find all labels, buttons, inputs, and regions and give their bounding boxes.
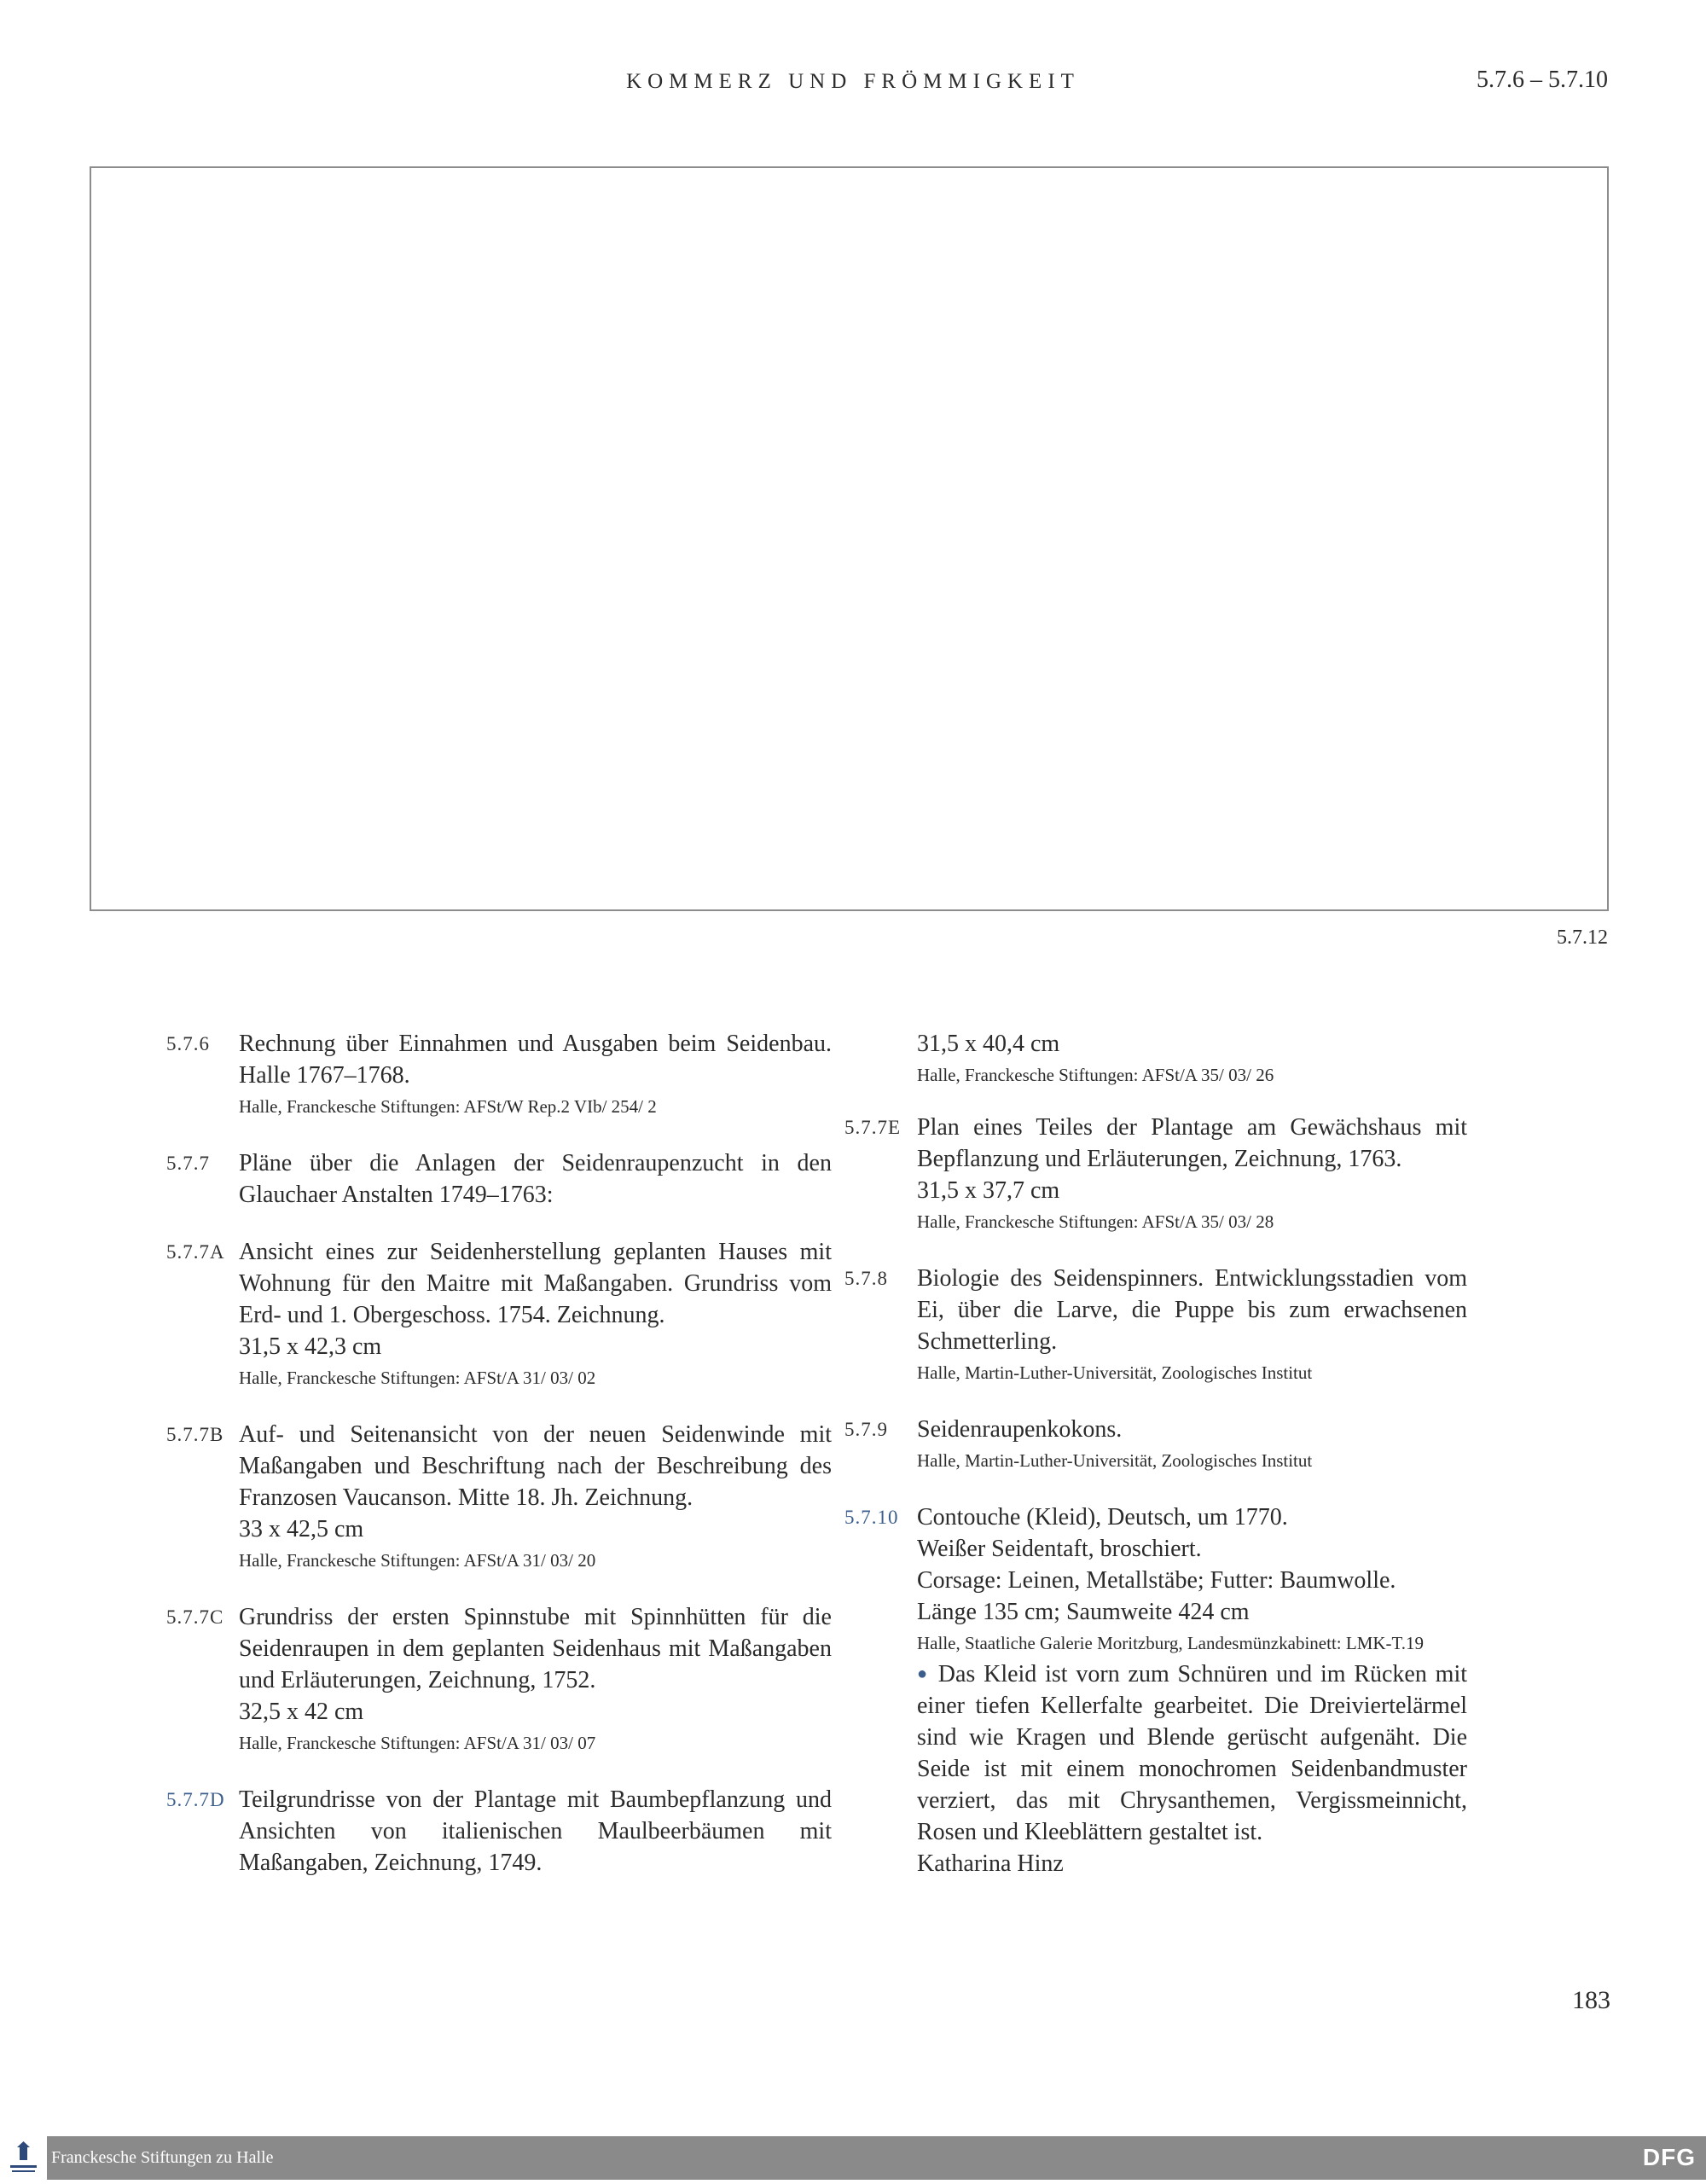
catalog-entry [166, 1784, 832, 1879]
figure-label: 5.7.12 [1557, 926, 1608, 949]
right-column [844, 1028, 1467, 1879]
entry-number: 5.7.7B [166, 1424, 224, 1445]
entry-source: Halle, Franckesche Stiftungen: AFSt/A 35/ 03/ 26 [917, 1065, 1274, 1085]
entry-dimensions: 33 x 42,5 cm [239, 1516, 364, 1542]
catalog-entry [844, 1112, 1467, 1237]
entry-text: Plan eines Teiles der Plantage am Gewächshaus mit Bepflanzung und Erläuterungen, Zeichnung, 1763. [917, 1114, 1467, 1172]
entry-source: Halle, Staatliche Galerie Moritzburg, Landesmünzkabinett: LMK-T.19 [917, 1633, 1425, 1653]
page-range: 5.7.6 – 5.7.10 [1477, 67, 1608, 93]
catalog-entry [166, 1419, 832, 1576]
entry-material: Corsage: Leinen, Metallstäbe; Futter: Baumwolle. [917, 1567, 1396, 1594]
catalog-entry [844, 1263, 1467, 1388]
entry-text: Seidenraupenkokons. [917, 1416, 1123, 1443]
entry-number: 5.7.7E [844, 1117, 902, 1138]
entry-number: 5.7.6 [166, 1033, 210, 1054]
entry-author: Katharina Hinz [917, 1850, 1064, 1877]
catalog-entry [166, 1147, 832, 1211]
entry-dimensions: 32,5 x 42 cm [239, 1699, 364, 1725]
footer-institution: Franckesche Stiftungen zu Halle [51, 2148, 274, 2167]
catalog-entry-continuation [844, 1028, 1467, 1090]
entry-source: Halle, Franckesche Stiftungen: AFSt/A 35/ 03/ 28 [917, 1211, 1274, 1232]
entry-source: Halle, Martin-Luther-Universität, Zoologisches Institut [917, 1450, 1313, 1471]
entry-note [917, 1658, 1467, 1848]
entry-text: Teilgrundrisse von der Plantage mit Baumbepflanzung und Ansichten von italienischen Maulbeerbäumen mit Maßangaben, Zeichnung, 1749. [239, 1786, 832, 1876]
catalog-entry [844, 1502, 1467, 1879]
entry-source: Halle, Franckesche Stiftungen: AFSt/A 31/ 03/ 02 [239, 1368, 596, 1388]
left-column [166, 1028, 832, 1879]
entry-text: Auf- und Seitenansicht von der neuen Seidenwinde mit Maßangaben und Beschriftung nach der Beschreibung des Franzosen Vaucanson. Mitte 18. Jh. Zeichnung. [239, 1421, 832, 1511]
catalog-entry [166, 1028, 832, 1122]
catalog-entry [166, 1236, 832, 1393]
entry-number: 5.7.7A [166, 1241, 225, 1263]
entry-dimensions: Länge 135 cm; Saumweite 424 cm [917, 1599, 1250, 1625]
entry-note-text: Das Kleid ist vorn zum Schnüren und im Rücken mit einer tiefen Kellerfalte gearbeitet. Die Dreiviertelärmel sind wie Kragen und Blende gerüscht aufgenäht. Die Seide ist mit einem monochromen Seidenbandmuster verziert, das mit Chrysanthemen, Vergissmeinnicht, Rosen und Kleeblättern gestaltet ist. [917, 1661, 1468, 1845]
institution-logo-icon [0, 2136, 47, 2180]
entry-text: Rechnung über Einnahmen und Ausgaben beim Seidenbau. Halle 1767–1768. [239, 1031, 832, 1089]
footer-bar [0, 2136, 1706, 2180]
entry-number: 5.7.7 [166, 1153, 210, 1174]
entry-number: 5.7.8 [844, 1268, 888, 1289]
entry-text: Pläne über die Anlagen der Seidenraupenzucht in den Glauchaer Anstalten 1749–1763: [239, 1150, 832, 1208]
entry-number: 5.7.7C [166, 1606, 224, 1628]
entry-dimensions: 31,5 x 40,4 cm [917, 1031, 1060, 1057]
bullet-icon: ● [917, 1664, 930, 1683]
page-number: 183 [1572, 1986, 1610, 2014]
entry-dimensions: 31,5 x 37,7 cm [917, 1177, 1060, 1204]
entry-text: Grundriss der ersten Spinnstube mit Spinnhütten für die Seidenraupen in dem geplanten Seidenhaus mit Maßangaben und Erläuterungen, Zeichnung, 1752. [239, 1604, 832, 1693]
entry-material: Weißer Seidentaft, broschiert. [917, 1536, 1202, 1562]
entry-number: 5.7.10 [844, 1507, 899, 1528]
figure-image-frame [90, 166, 1609, 911]
catalog-entry [166, 1601, 832, 1758]
entry-source: Halle, Martin-Luther-Universität, Zoologisches Institut [917, 1362, 1313, 1383]
entry-source: Halle, Franckesche Stiftungen: AFSt/A 31/ 03/ 20 [239, 1550, 596, 1571]
entry-source: Halle, Franckesche Stiftungen: AFSt/A 31/ 03/ 07 [239, 1733, 596, 1753]
entry-dimensions: 31,5 x 42,3 cm [239, 1333, 382, 1360]
entry-text: Biologie des Seidenspinners. Entwicklungsstadien vom Ei, über die Larve, die Puppe bis zum erwachsenen Schmetterling. [917, 1265, 1467, 1355]
dfg-logo: DFG [1642, 2144, 1696, 2170]
running-title: KOMMERZ UND FRÖMMIGKEIT [626, 70, 1080, 93]
entry-source: Halle, Franckesche Stiftungen: AFSt/W Rep.2 VIb/ 254/ 2 [239, 1096, 657, 1117]
entry-number: 5.7.9 [844, 1419, 888, 1440]
catalog-entry [844, 1414, 1467, 1476]
entry-number: 5.7.7D [166, 1789, 225, 1810]
entry-text: Contouche (Kleid), Deutsch, um 1770. [917, 1504, 1288, 1531]
entry-text: Ansicht eines zur Seidenherstellung geplanten Hauses mit Wohnung für den Maitre mit Maßangaben. Grundriss vom Erd- und 1. Obergeschoss. 1754. Zeichnung. [239, 1239, 832, 1328]
